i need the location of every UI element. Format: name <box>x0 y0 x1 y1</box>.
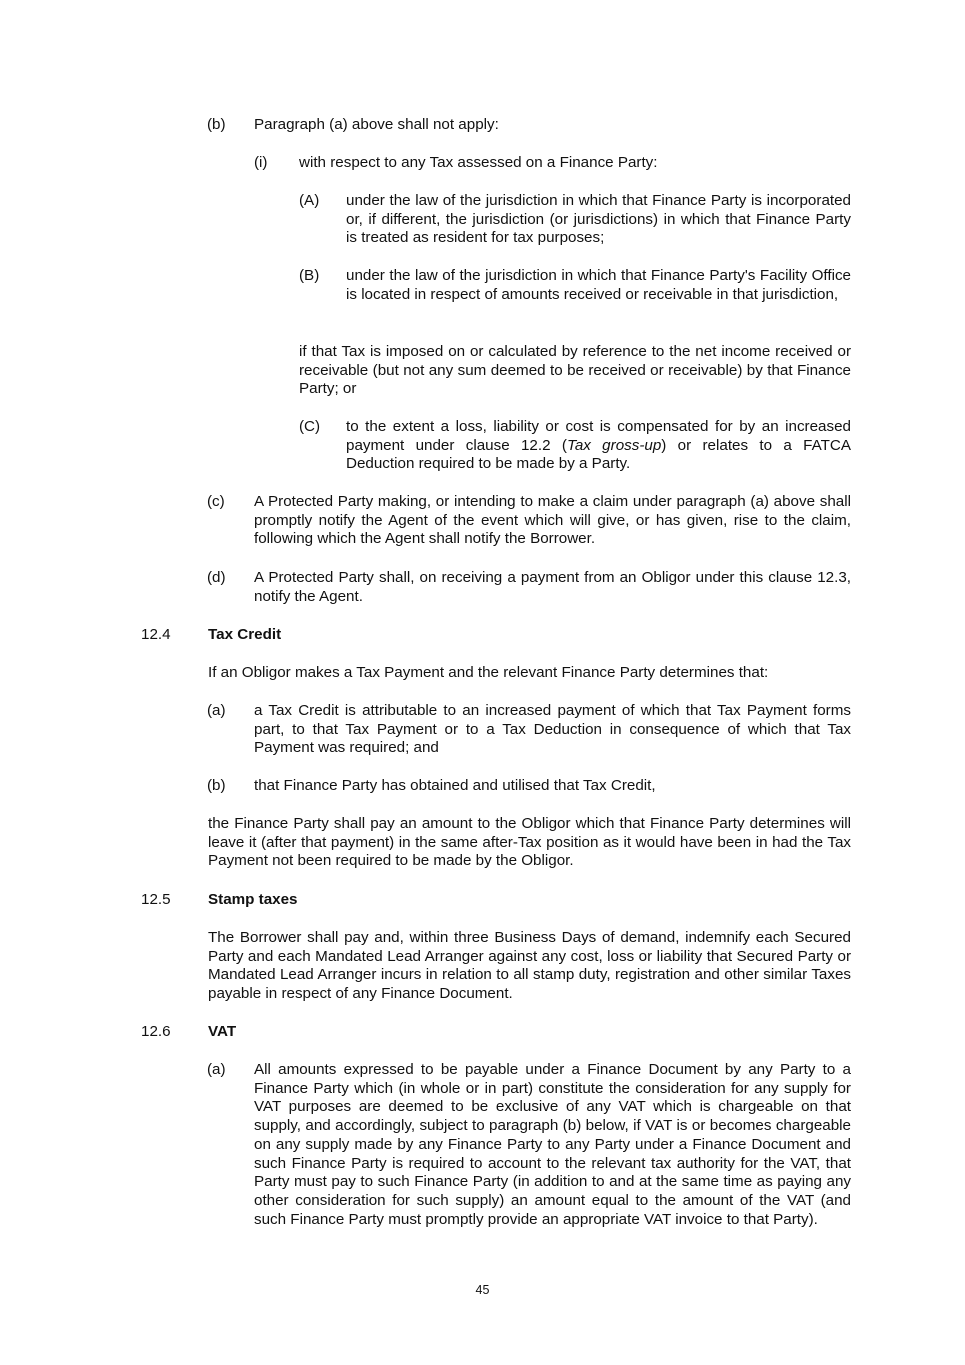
para-b-label: (b) <box>207 116 226 133</box>
para-c-label: (c) <box>207 493 225 510</box>
section-12-4-b-text: that Finance Party has obtained and utilised that Tax Credit, <box>254 777 656 794</box>
para-B-text: under the law of the jurisdiction in which that Finance Party's Facility Office is located in respect of amounts received or receivable in that jurisdiction, <box>346 267 851 303</box>
para-i-label: (i) <box>254 154 268 171</box>
page-number: 45 <box>475 1283 490 1297</box>
para-C-text <box>346 418 851 474</box>
section-12-4-title: Tax Credit <box>208 626 282 643</box>
section-12-6-a-text: All amounts expressed to be payable under a Finance Document by any Party to a Finance Party which (in whole or in part) constitute the consideration for any supply for VAT purposes are deemed to be exclusive of any VAT which is chargeable on that supply, and accordingly, subject to paragraph (b) below, if VAT is or becomes chargeable on any supply made by any Finance Party to any Party under a Finance Document and such Finance Party is required to account to the relevant tax authority for the VAT, that Party must pay to such Finance Party (in addition to and at the same time as paying any other consideration for such supply) an amount equal to the amount of the VAT (and such Finance Party must promptly provide an appropriate VAT invoice to that Party). <box>254 1061 851 1228</box>
section-12-4-a-label: (a) <box>207 702 226 719</box>
section-12-5-title: Stamp taxes <box>208 891 298 908</box>
para-C-before: to the extent a loss, liability or cost is compensated for by an increased payment under clause 12.2 ( <box>346 418 851 454</box>
para-C-italic: Tax gross-up <box>566 436 662 454</box>
section-12-5-text: The Borrower shall pay and, within three Business Days of demand, indemnify each Secured Party and each Mandated Lead Arranger against any cost, loss or liability that Secured Party or Mandated Lead Arranger incurs in relation to all stamp duty, registration and other similar Taxes payable in respect of any Finance Document. <box>208 929 851 1003</box>
para-A-text: under the law of the jurisdiction in which that Finance Party is incorporated or, if different, the jurisdiction (or jurisdictions) in which that Finance Party is treated as resident for tax purposes; <box>346 192 851 247</box>
para-C-after: ) or relates to a FATCA Deduction required to be made by a Party. <box>346 436 851 473</box>
section-12-4-b-label: (b) <box>207 777 226 794</box>
para-b-intro: Paragraph (a) above shall not apply: <box>254 116 499 133</box>
section-12-6-a-label: (a) <box>207 1061 226 1078</box>
section-12-4-number: 12.4 <box>141 626 171 643</box>
section-12-6-number: 12.6 <box>141 1023 171 1040</box>
para-c-text: A Protected Party making, or intending to make a claim under paragraph (a) above shall promptly notify the Agent of the event which will give, or has given, rise to the claim, following which the Agent shall notify the Borrower. <box>254 493 851 548</box>
para-i-text: with respect to any Tax assessed on a Finance Party: <box>299 154 658 171</box>
section-12-4-a-text: a Tax Credit is attributable to an increased payment of which that Tax Payment forms part, to that Tax Payment or to a Tax Deduction in consequence of which that Tax Payment was required; and <box>254 702 851 757</box>
section-12-6-title: VAT <box>208 1023 237 1040</box>
para-b-tail: if that Tax is imposed on or calculated by reference to the net income received or receivable (but not any sum deemed to be received or receivable) by that Finance Party; or <box>299 343 851 398</box>
para-d-label: (d) <box>207 569 226 586</box>
section-12-4-closing: the Finance Party shall pay an amount to the Obligor which that Finance Party determines will leave it (after that payment) in the same after-Tax position as it would have been in had the Tax Payment not been required to be made by the Obligor. <box>208 815 851 870</box>
para-B-label: (B) <box>299 267 320 284</box>
para-C-label: (C) <box>299 418 321 435</box>
section-12-4-intro: If an Obligor makes a Tax Payment and the relevant Finance Party determines that: <box>208 664 769 681</box>
para-d-text: A Protected Party shall, on receiving a payment from an Obligor under this clause 12.3, notify the Agent. <box>254 569 851 605</box>
para-A-label: (A) <box>299 192 320 209</box>
section-12-5-number: 12.5 <box>141 891 171 908</box>
